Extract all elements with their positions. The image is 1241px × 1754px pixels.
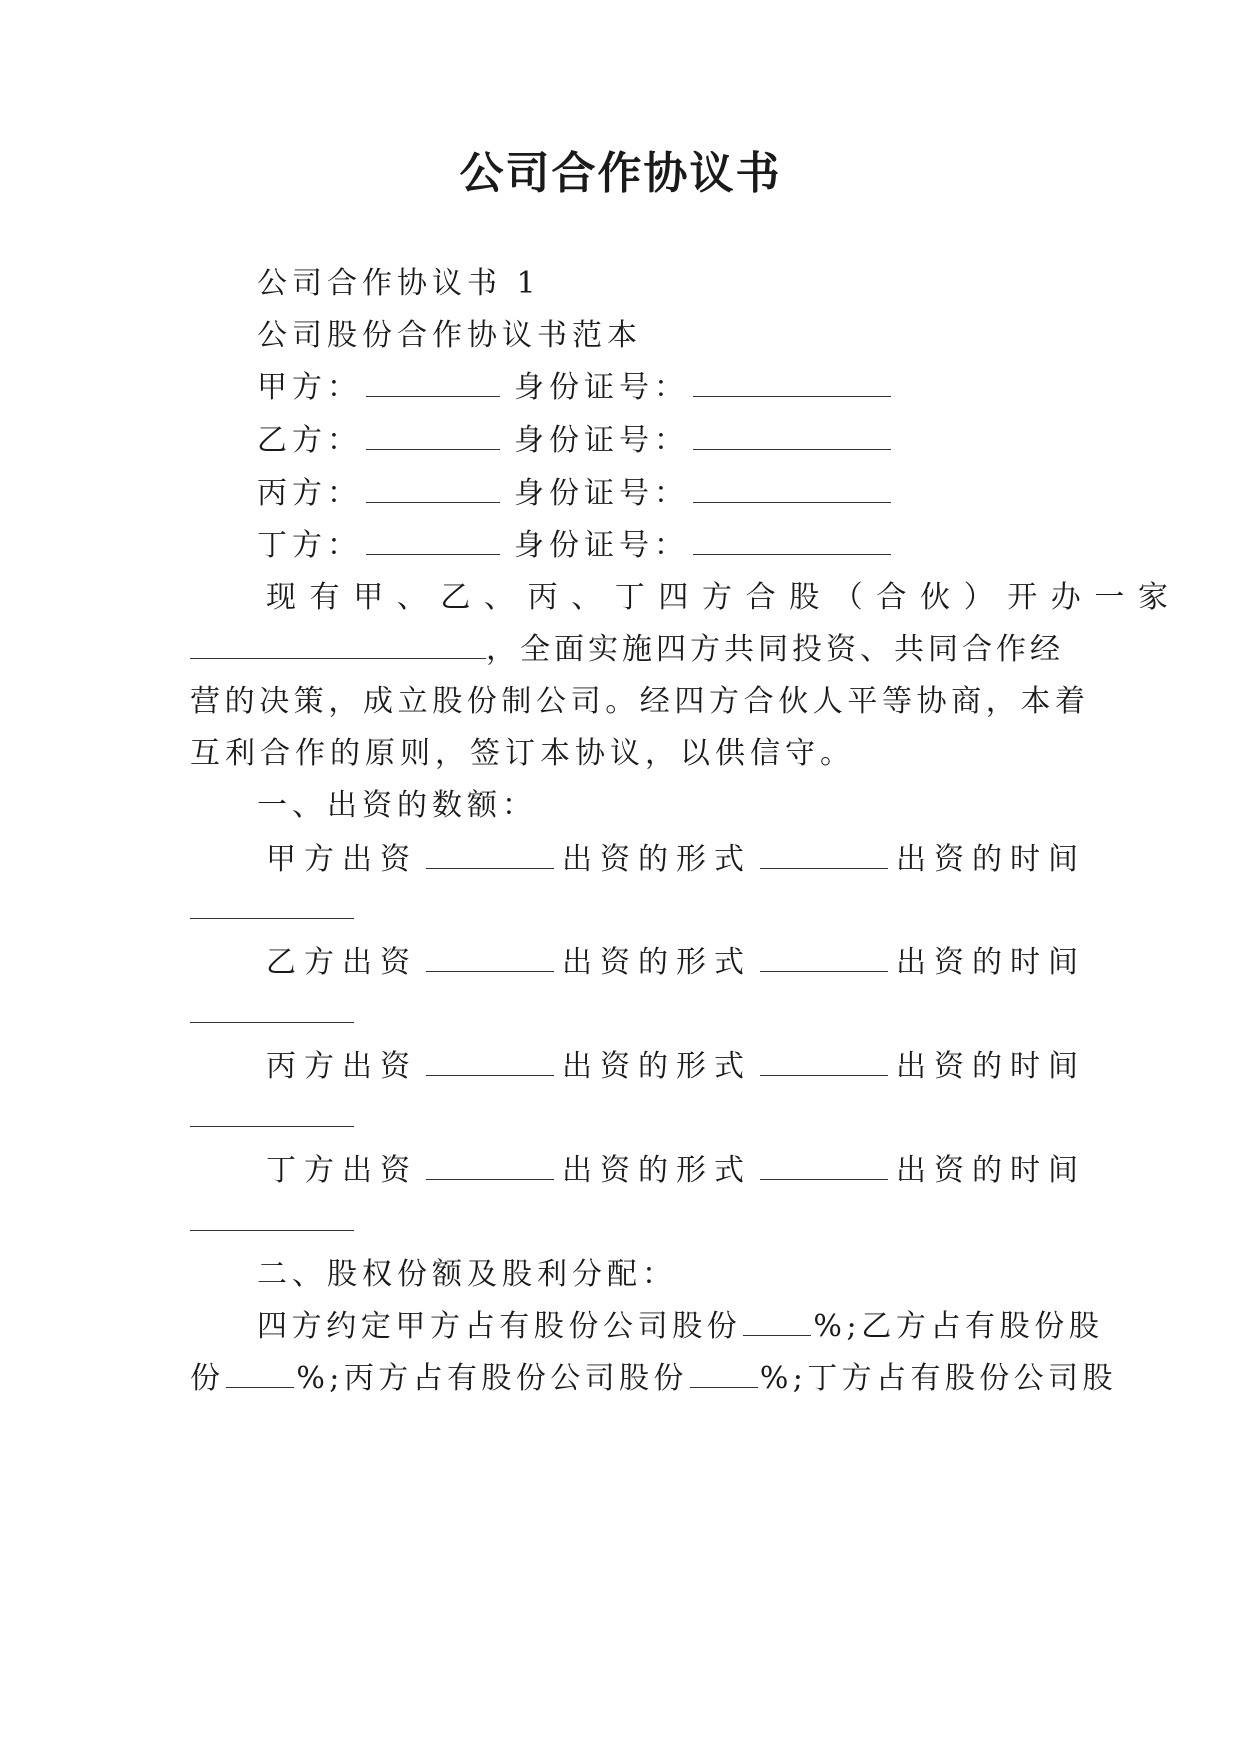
contribution-party: 乙方出资 [266, 945, 418, 980]
percent-blank[interactable] [690, 1359, 758, 1388]
party-name-blank[interactable] [366, 368, 500, 397]
share-line-2 [190, 1359, 1117, 1399]
party-label: 丁方： [257, 528, 362, 563]
intro-line-2 [190, 630, 1064, 670]
share-text-2a: 份 [190, 1361, 225, 1396]
intro-line-4: 互利合作的原则，签订本协议，以供信守。 [190, 736, 855, 771]
share-text-1a: 四方约定甲方占有股份公司股份 [257, 1309, 742, 1344]
company-name-blank[interactable] [190, 630, 486, 659]
contribution-form: 出资的形式 [562, 842, 752, 877]
contribution-row [266, 1151, 1086, 1191]
party-label: 甲方： [257, 370, 362, 405]
share-text-1b: %;乙方占有股份股 [813, 1309, 1104, 1344]
contribution-time: 出资的时间 [896, 1153, 1086, 1188]
time-blank[interactable] [190, 1230, 354, 1232]
subtitle-2: 公司股份合作协议书范本 [257, 318, 642, 353]
subtitle-1: 公司合作协议书 1 [257, 266, 541, 301]
id-number-blank[interactable] [693, 368, 891, 397]
amount-blank[interactable] [426, 1151, 554, 1180]
intro-text-1: 现有甲、乙、丙、丁四方合股（合伙）开办一家 [266, 580, 1182, 615]
form-blank[interactable] [760, 840, 888, 869]
party-name-blank[interactable] [366, 421, 500, 450]
party-row [257, 421, 891, 461]
intro-text-2: ，全面实施四方共同投资、共同合作经 [486, 632, 1064, 667]
party-row [257, 526, 891, 566]
amount-blank[interactable] [426, 943, 554, 972]
party-label: 乙方： [257, 423, 362, 458]
section-2-heading: 二、股权份额及股利分配： [257, 1257, 677, 1292]
form-blank[interactable] [760, 943, 888, 972]
party-name-blank[interactable] [366, 474, 500, 503]
document-title: 公司合作协议书 [459, 148, 782, 199]
contribution-time: 出资的时间 [896, 1049, 1086, 1084]
contribution-party: 甲方出资 [266, 842, 418, 877]
contribution-party: 丙方出资 [266, 1049, 418, 1084]
contribution-time: 出资的时间 [896, 842, 1086, 877]
contribution-time: 出资的时间 [896, 945, 1086, 980]
form-blank[interactable] [760, 1151, 888, 1180]
amount-blank[interactable] [426, 840, 554, 869]
id-number-blank[interactable] [693, 421, 891, 450]
id-number-blank[interactable] [693, 526, 891, 555]
contribution-row [266, 943, 1086, 983]
intro-line-1 [266, 578, 1182, 618]
percent-blank[interactable] [743, 1307, 811, 1336]
id-label: 身份证号： [514, 370, 689, 405]
time-blank[interactable] [190, 1126, 354, 1128]
share-line-1 [257, 1307, 1103, 1347]
intro-line-3: 营的决策，成立股份制公司。经四方合伙人平等协商，本着 [190, 684, 1090, 719]
contribution-form: 出资的形式 [562, 1049, 752, 1084]
party-row [257, 474, 891, 514]
id-number-blank[interactable] [693, 474, 891, 503]
time-blank[interactable] [190, 918, 354, 920]
time-blank[interactable] [190, 1022, 354, 1024]
contribution-row [266, 1047, 1086, 1087]
party-name-blank[interactable] [366, 526, 500, 555]
percent-blank[interactable] [226, 1359, 294, 1388]
share-text-2b: %;丙方占有股份公司股份 [296, 1361, 688, 1396]
contribution-party: 丁方出资 [266, 1153, 418, 1188]
amount-blank[interactable] [426, 1047, 554, 1076]
section-1-heading: 一、出资的数额： [257, 788, 537, 823]
id-label: 身份证号： [514, 476, 689, 511]
contribution-form: 出资的形式 [562, 1153, 752, 1188]
contribution-form: 出资的形式 [562, 945, 752, 980]
id-label: 身份证号： [514, 528, 689, 563]
party-label: 丙方： [257, 476, 362, 511]
party-row [257, 368, 891, 408]
share-text-2c: %;丁方占有股份公司股 [759, 1361, 1117, 1396]
id-label: 身份证号： [514, 423, 689, 458]
contribution-row [266, 840, 1086, 880]
form-blank[interactable] [760, 1047, 888, 1076]
